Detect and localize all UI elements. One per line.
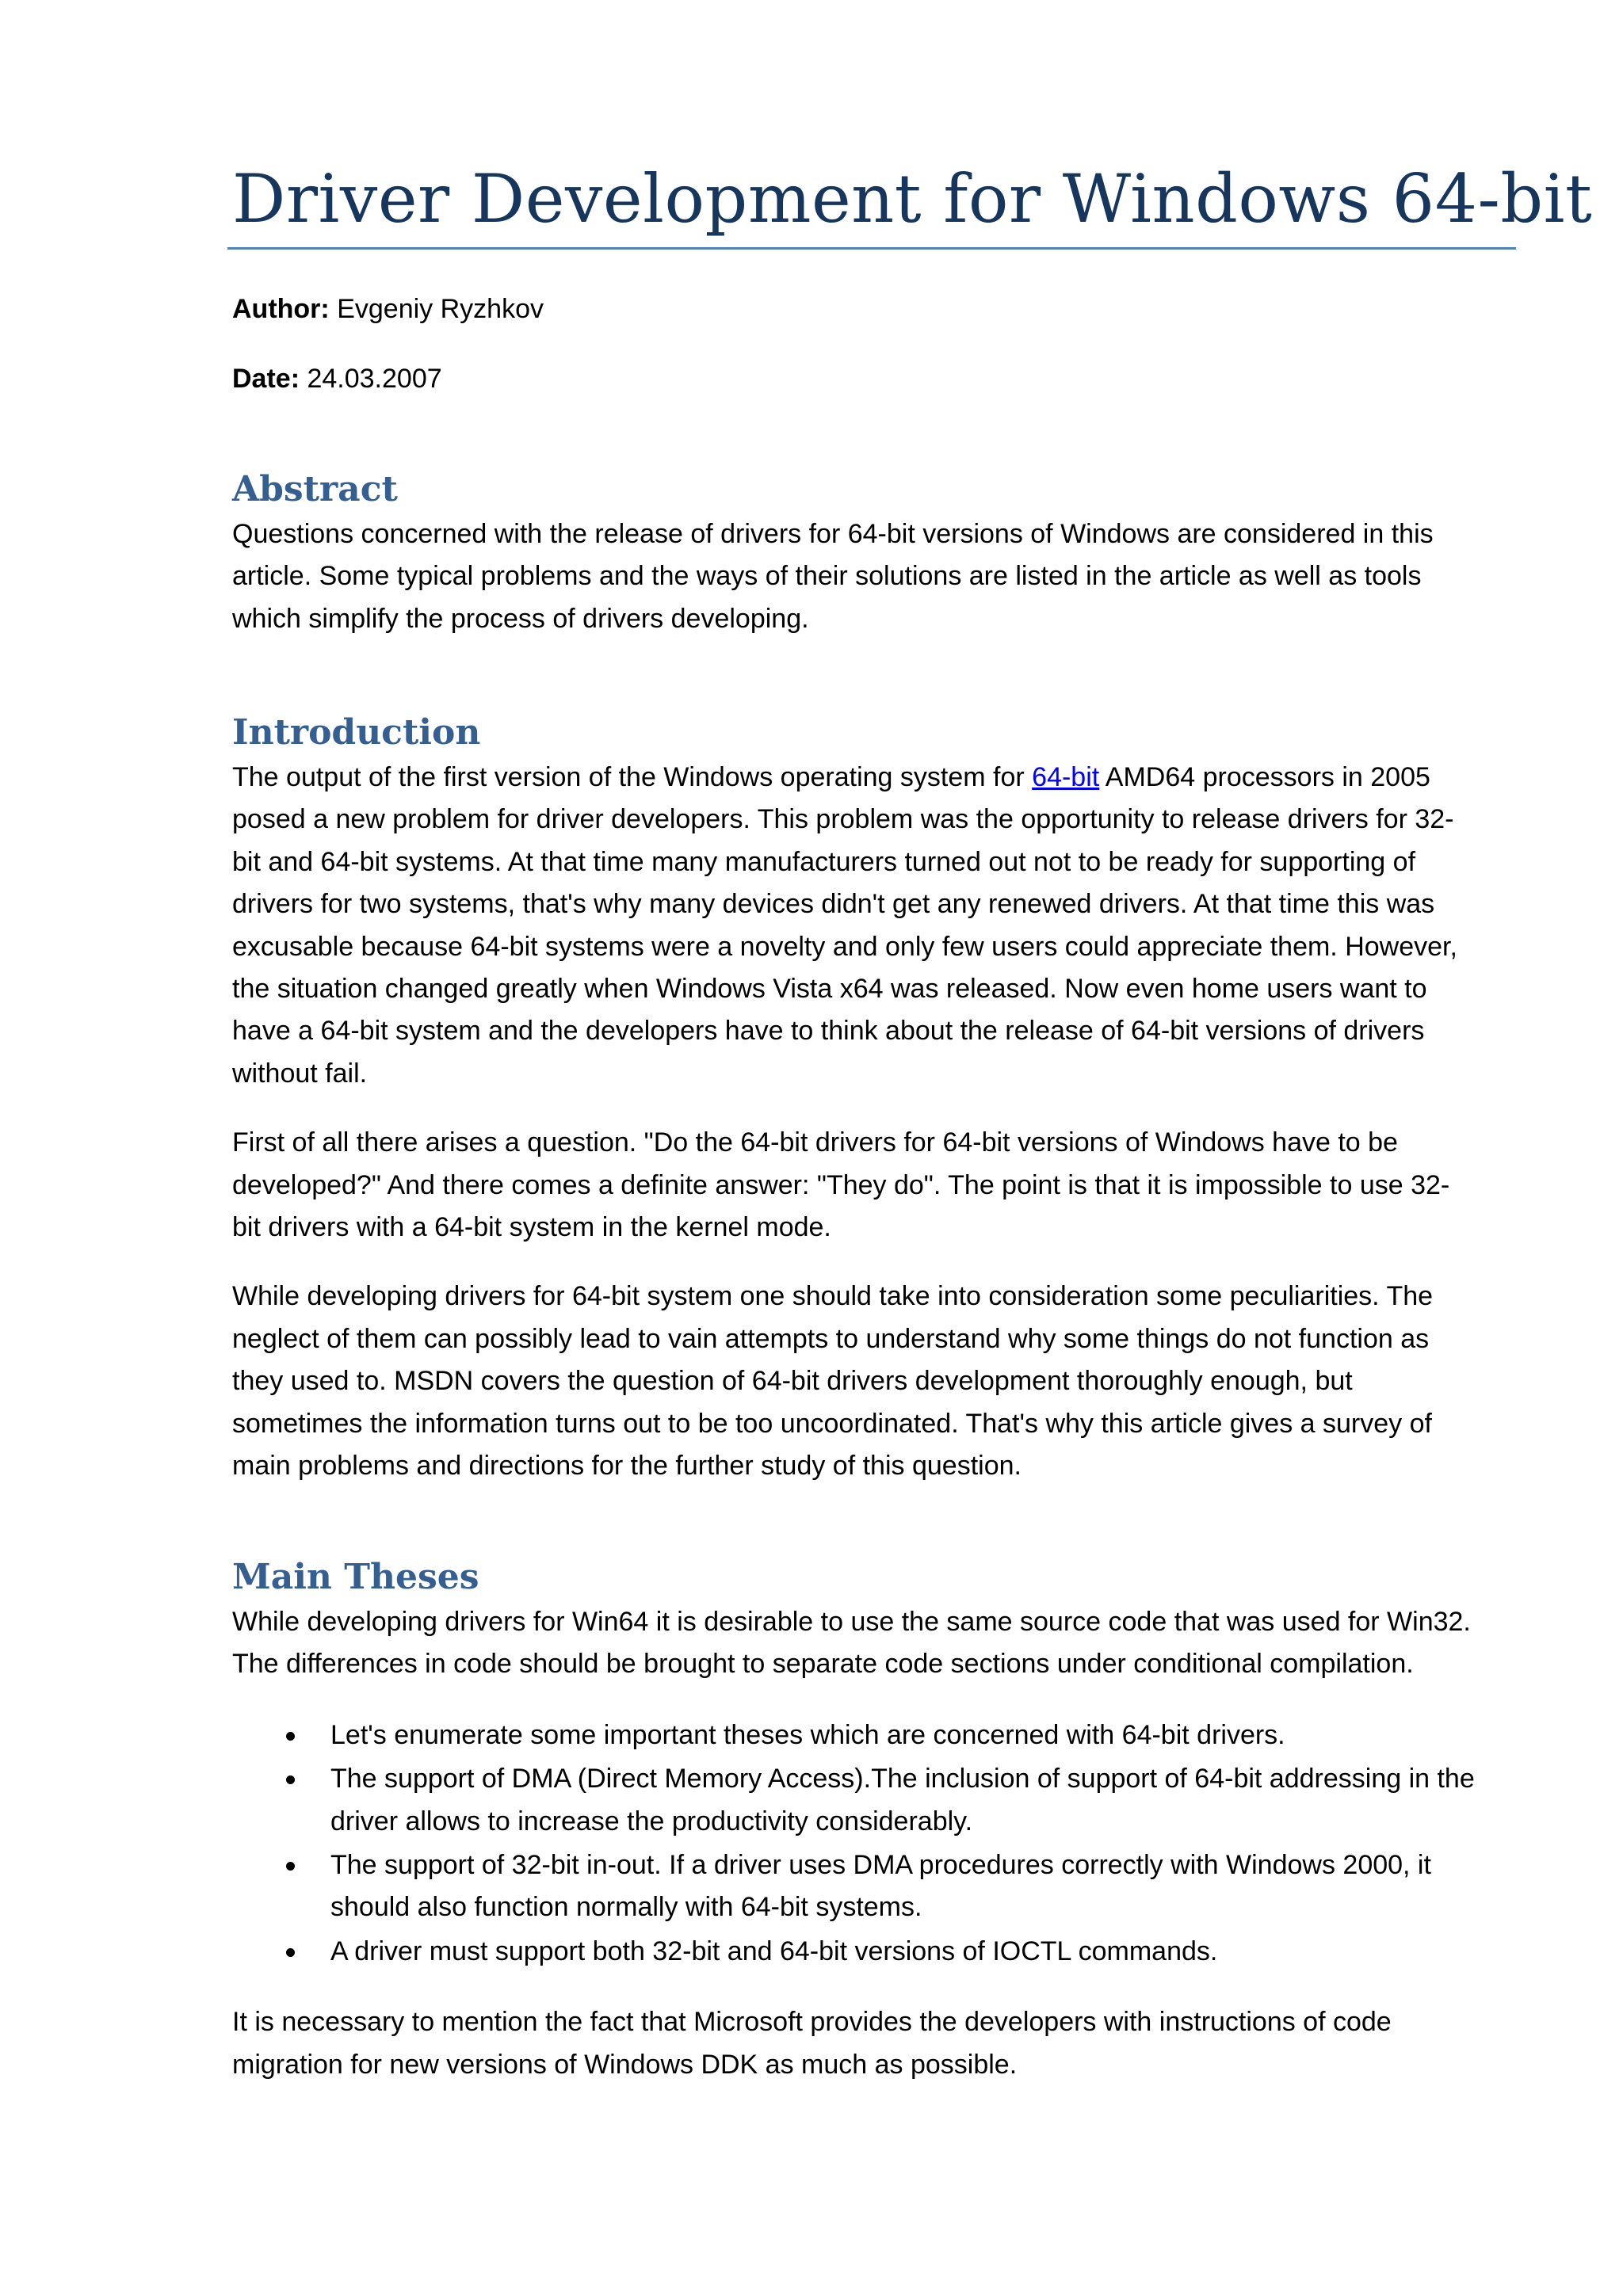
paragraph-line	[232, 757, 1516, 799]
list-item	[232, 1844, 1516, 1929]
paragraph-line: While developing drivers for 64-bit system one should take into consideration some peculiarities. The	[232, 1281, 1434, 1312]
paragraph-line: bit and 64-bit systems. At that time many manufacturers turned out not to be ready for supporting of	[232, 846, 1416, 877]
paragraph-line: developed?" And there comes a definite answer: "They do". The point is that it is impossible to use 32-	[232, 1169, 1450, 1200]
introduction-paragraph-1	[232, 757, 1516, 1095]
paragraph-line: The differences in code should be brought to separate code sections under conditional compilation.	[232, 1649, 1414, 1680]
paragraph-line: First of all there arises a question. "Do the 64-bit drivers for 64-bit versions of Windows have to be	[232, 1127, 1398, 1158]
author-label: Author:	[232, 294, 330, 324]
list-item-line: should also function normally with 64-bit systems.	[330, 1892, 922, 1923]
list-item	[232, 1758, 1516, 1843]
line-text: AMD64 processors in 2005	[1099, 762, 1430, 792]
paragraph-line: which simplify the process of drivers developing.	[232, 603, 809, 634]
bullet-icon	[286, 1948, 295, 1957]
main-theses-section	[232, 1554, 1516, 2086]
date-line	[232, 360, 442, 398]
paragraph-line: drivers for two systems, that's why many devices didn't get any renewed drivers. At that time this was	[232, 889, 1435, 920]
64-bit-link[interactable]: 64-bit	[1032, 762, 1100, 792]
theses-bullet-list	[232, 1714, 1516, 1973]
introduction-section	[232, 709, 1516, 1488]
paragraph-line: have a 64-bit system and the developers have to think about the release of 64-bit versions of drivers	[232, 1016, 1425, 1047]
paragraph-line: main problems and directions for the further study of this question.	[232, 1451, 1022, 1482]
paragraph-line: they used to. MSDN covers the question of 64-bit drivers development thoroughly enough, but	[232, 1366, 1353, 1397]
main-theses-intro-paragraph	[232, 1601, 1516, 1686]
document-title: Driver Development for Windows 64-bit	[232, 160, 1593, 238]
date-value: 24.03.2007	[300, 364, 442, 394]
paragraph-line: migration for new versions of Windows DDK as much as possible.	[232, 2049, 1018, 2080]
list-item-line: The support of DMA (Direct Memory Access).The inclusion of support of 64-bit addressing in the	[330, 1764, 1475, 1794]
list-item-line: driver allows to increase the productivity considerably.	[330, 1806, 973, 1836]
introduction-paragraph-2	[232, 1122, 1516, 1249]
bullet-icon	[286, 1775, 295, 1784]
list-item-line: The support of 32-bit in-out. If a driver uses DMA procedures correctly with Windows 2000, it	[330, 1850, 1431, 1881]
paragraph-line: sometimes the information turns out to be too uncoordinated. That's why this article gives a survey of	[232, 1408, 1432, 1439]
author-value: Evgeniy Ryzhkov	[329, 294, 544, 324]
document-content	[232, 155, 1593, 2080]
paragraph-line: While developing drivers for Win64 it is desirable to use the same source code that was used for Win32.	[232, 1607, 1471, 1637]
main-theses-heading: Main Theses	[232, 1557, 479, 1597]
paragraph-line: Questions concerned with the release of drivers for 64-bit versions of Windows are considered in this	[232, 519, 1434, 549]
paragraph-line: posed a new problem for driver developers. This problem was the opportunity to release drivers for 32-	[232, 804, 1454, 835]
paragraph-line: It is necessary to mention the fact that Microsoft provides the developers with instructions of code	[232, 2007, 1392, 2038]
author-line	[232, 290, 544, 328]
introduction-heading: Introduction	[232, 712, 481, 753]
list-item	[232, 1714, 1516, 1756]
paragraph-line: bit drivers with a 64-bit system in the kernel mode.	[232, 1212, 831, 1243]
bullet-icon	[286, 1862, 295, 1871]
title-underline-rule	[227, 247, 1516, 250]
main-theses-closing-paragraph	[232, 2001, 1516, 2086]
list-item	[232, 1931, 1516, 1973]
list-item-line: Let's enumerate some important theses which are concerned with 64-bit drivers.	[330, 1719, 1285, 1750]
paragraph-line: article. Some typical problems and the ways of their solutions are listed in the article as well as tools	[232, 561, 1422, 592]
introduction-paragraph-3	[232, 1276, 1516, 1487]
paragraph-line: without fail.	[232, 1058, 368, 1089]
abstract-heading: Abstract	[232, 469, 398, 509]
paragraph-line: excusable because 64-bit systems were a novelty and only few users could appreciate them. However,	[232, 931, 1457, 962]
line-text: The output of the first version of the Windows operating system for	[232, 762, 1033, 792]
paragraph-line: the situation changed greatly when Windows Vista x64 was released. Now even home users want to	[232, 974, 1427, 1005]
date-label: Date:	[232, 364, 300, 394]
list-item-line: A driver must support both 32-bit and 64-bit versions of IOCTL commands.	[330, 1936, 1218, 1966]
abstract-paragraph	[232, 513, 1516, 640]
bullet-icon	[286, 1732, 295, 1741]
abstract-section	[232, 466, 1516, 640]
paragraph-line: neglect of them can possibly lead to vain attempts to understand why some things do not function as	[232, 1323, 1430, 1354]
